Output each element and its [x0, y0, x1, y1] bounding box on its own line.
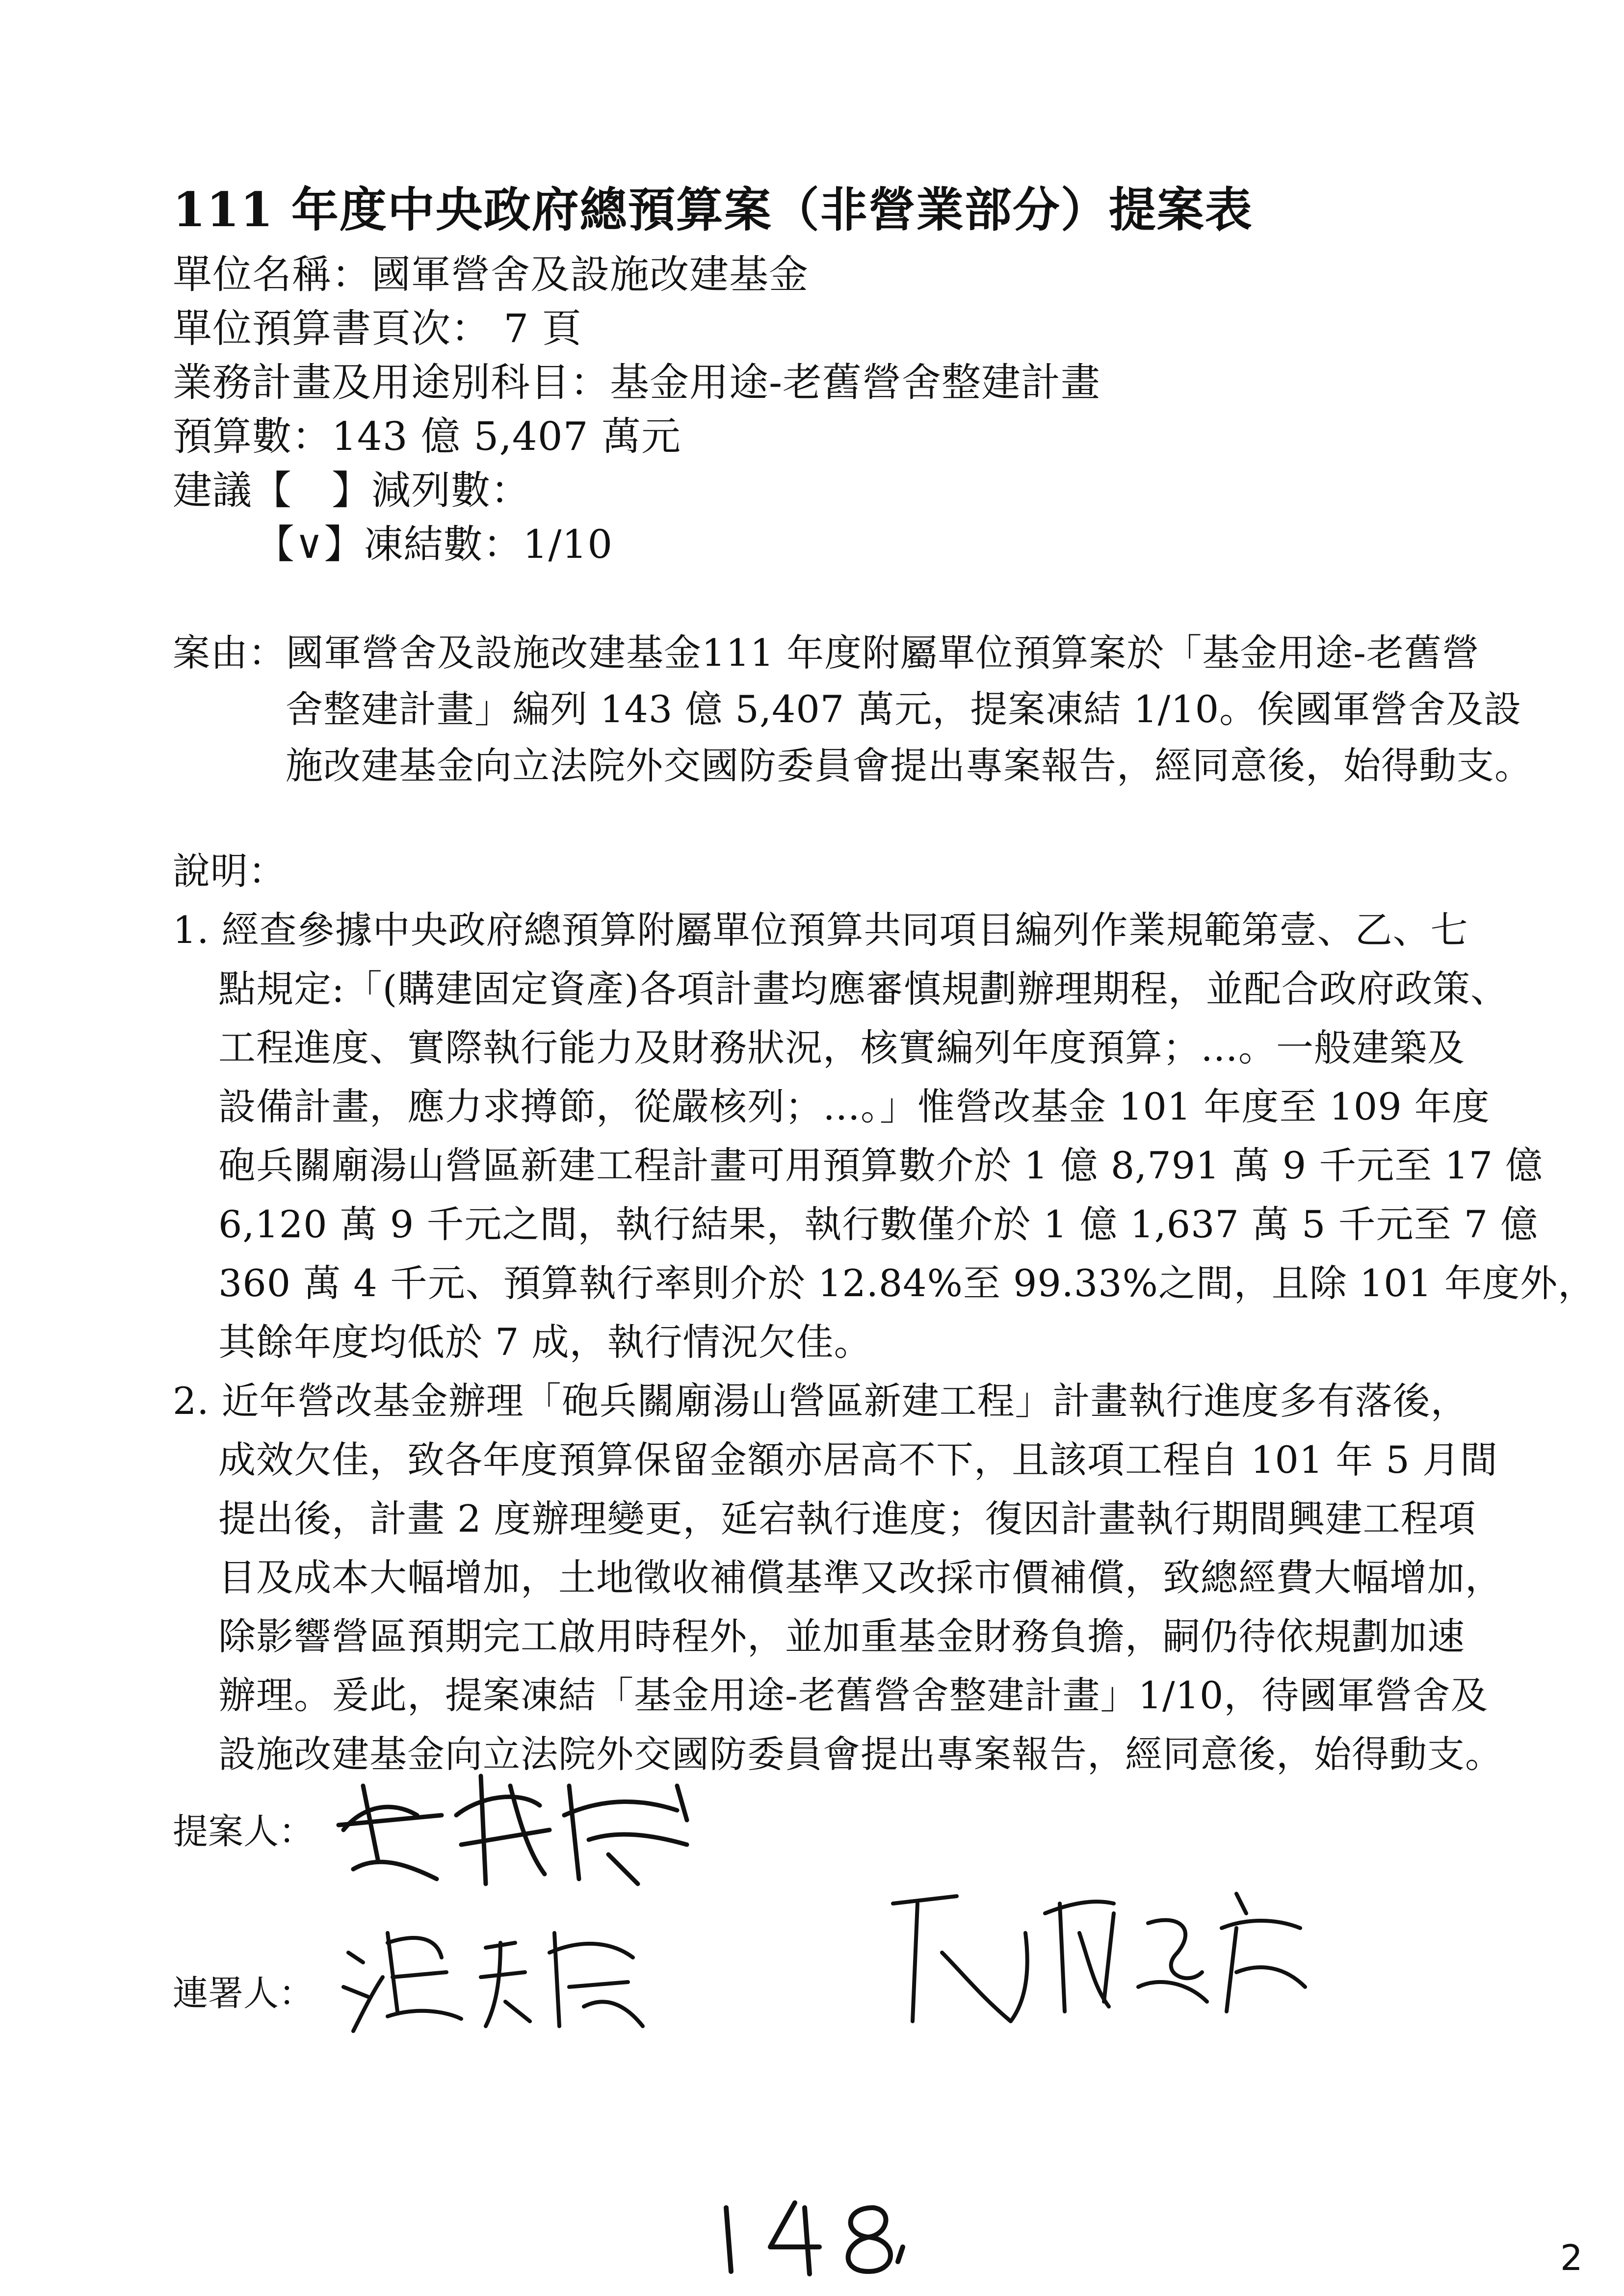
explanation-line: 6,120 萬 9 千元之間，執行結果，執行數僅介於 1 億 1,637 萬 5 千元至 7 億 — [218, 1202, 1539, 1246]
explanation-line: 設施改建基金向立法院外交國防委員會提出專案報告，經同意後，始得動支。 — [218, 1732, 1503, 1776]
explanation-line: 成效欠佳，致各年度預算保留金額亦居高不下，且該項工程自 101 年 5 月間 — [218, 1438, 1498, 1482]
program-subject: 業務計畫及用途別科目：基金用途-老舊營舍整建計畫 — [173, 360, 1101, 405]
explanation-line: 其餘年度均低於 7 成，執行情況欠佳。 — [218, 1320, 872, 1364]
explanation-heading: 說明： — [173, 849, 286, 893]
document-title: 111 年度中央政府總預算案（非營業部分）提案表 — [173, 182, 1253, 237]
reason-line: 施改建基金向立法院外交國防委員會提出專案報告，經同意後，始得動支。 — [286, 744, 1532, 787]
reason-line: 案由：國軍營舍及設施改建基金111 年度附屬單位預算案於「基金用途-老舊營 — [173, 631, 1480, 675]
reason-line: 舍整建計畫」編列 143 億 5,407 萬元，提案凍結 1/10。俟國軍營舍及設 — [286, 687, 1522, 731]
explanation-line: 點規定:「(購建固定資產)各項計畫均應審慎規劃辦理期程，並配合政府政策、 — [218, 967, 1508, 1011]
explanation-line: 目及成本大幅增加，土地徵收補償基準又改採市價補償，致總經費大幅增加， — [218, 1556, 1503, 1599]
budget-amount: 預算數：143 億 5,407 萬元 — [173, 414, 681, 459]
cosigner-label: 連署人： — [173, 1973, 314, 2014]
handwritten-page-number-drawing — [711, 2188, 917, 2281]
explanation-line: 除影響營區預期完工啟用時程外，並加重基金財務負擔，嗣仍待依規劃加速 — [218, 1615, 1465, 1658]
explanation-line: 設備計畫，應力求撙節，從嚴核列；…。」惟營改基金 101 年度至 109 年度 — [218, 1085, 1490, 1128]
explanation-line: 辦理。爰此，提案凍結「基金用途-老舊營舍整建計畫」1/10，待國軍營舍及 — [218, 1673, 1489, 1717]
explanation-line: 2. 近年營改基金辦理「砲兵關廟湯山營區新建工程」計畫執行進度多有落後， — [173, 1379, 1468, 1423]
proposer-label: 提案人： — [173, 1811, 314, 1852]
suggest-cut: 建議【 】減列數： — [173, 468, 530, 513]
explanation-line: 360 萬 4 千元、預算執行率則介於 12.84%至 99.33%之間，且除 101 年度外， — [218, 1261, 1596, 1305]
suggest-freeze: 【∨】凍結數：1/10 — [255, 522, 613, 567]
explanation-line: 1. 經查參據中央政府總預算附屬單位預算共同項目編列作業規範第壹、乙、七 — [173, 908, 1468, 952]
explanation-line: 提出後，計畫 2 度辦理變更，延宕執行進度；復因計畫執行期間興建工程項 — [218, 1497, 1476, 1540]
explanation-line: 砲兵關廟湯山營區新建工程計畫可用預算數介於 1 億 8,791 萬 9 千元至 17 億 — [218, 1144, 1544, 1187]
cosigner-signature-1 — [339, 1913, 653, 2041]
proposer-signature — [334, 1756, 716, 1894]
explanation-line: 工程進度、實際執行能力及財務狀況，核實編列年度預算；…。一般建築及 — [218, 1026, 1465, 1070]
unit-name: 單位名稱：國軍營舍及設施改建基金 — [173, 252, 809, 297]
page-corner-number: 2 — [1560, 2237, 1583, 2278]
budget-page: 單位預算書頁次： 7 頁 — [173, 306, 582, 351]
cosigner-signature-2 — [883, 1874, 1325, 2041]
